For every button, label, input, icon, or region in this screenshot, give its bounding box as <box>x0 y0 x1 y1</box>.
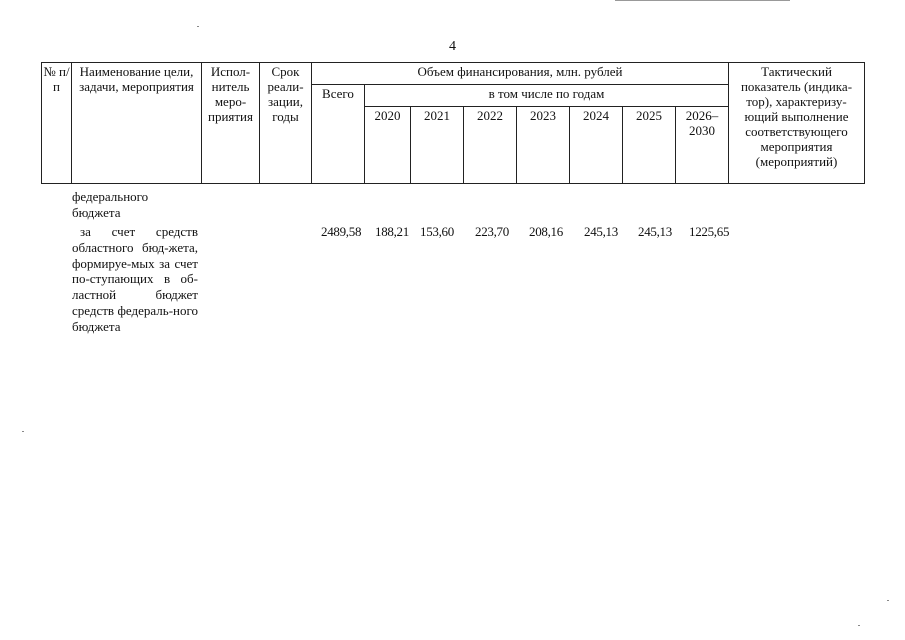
row-year-value: 223,70 <box>475 224 509 239</box>
header-year: 2024 <box>570 107 623 184</box>
row-name: федерального бюджета <box>72 189 149 220</box>
scan-speck <box>858 625 860 626</box>
page-number: 4 <box>449 39 456 54</box>
header-table <box>41 62 865 184</box>
header-name: Наименование цели, задачи, мероприятия <box>72 63 202 184</box>
scan-speck <box>197 26 199 27</box>
row-year-value: 245,13 <box>638 224 672 239</box>
header-indicator: Тактический показатель (индика-тор), характеризу-ющий выполнение соответствующего мероприятия (мероприятий) <box>729 63 865 184</box>
header-year: 2020 <box>365 107 411 184</box>
header-executor: Испол-нитель меро-приятия <box>202 63 260 184</box>
header-year: 2026– 2030 <box>676 107 729 184</box>
scan-artifact-line <box>615 0 790 1</box>
row-name: за счет средств областного бюд-жета, формируе-мых за счет по-ступающих в об-ластной бюджет средств федераль-ного бюджета <box>72 224 198 334</box>
header-by-years: в том числе по годам <box>365 85 729 107</box>
row-year-value: 245,13 <box>584 224 618 239</box>
header-total: Всего <box>312 85 365 184</box>
row-year-value: 188,21 <box>375 224 409 239</box>
row-year-value: 1225,65 <box>689 224 730 239</box>
header-year: 2021 <box>411 107 464 184</box>
header-funding: Объем финансирования, млн. рублей <box>312 63 729 85</box>
header-year: 2025 <box>623 107 676 184</box>
header-year: 2022 <box>464 107 517 184</box>
financing-table-header <box>41 62 865 184</box>
row-year-value: 208,16 <box>529 224 563 239</box>
scan-speck <box>22 431 24 432</box>
header-term: Срок реали-зации, годы <box>260 63 312 184</box>
header-year: 2023 <box>517 107 570 184</box>
row-total-value: 2489,58 <box>321 224 362 239</box>
row-year-value: 153,60 <box>420 224 454 239</box>
header-num: № п/п <box>42 63 72 184</box>
scan-speck <box>887 600 889 601</box>
